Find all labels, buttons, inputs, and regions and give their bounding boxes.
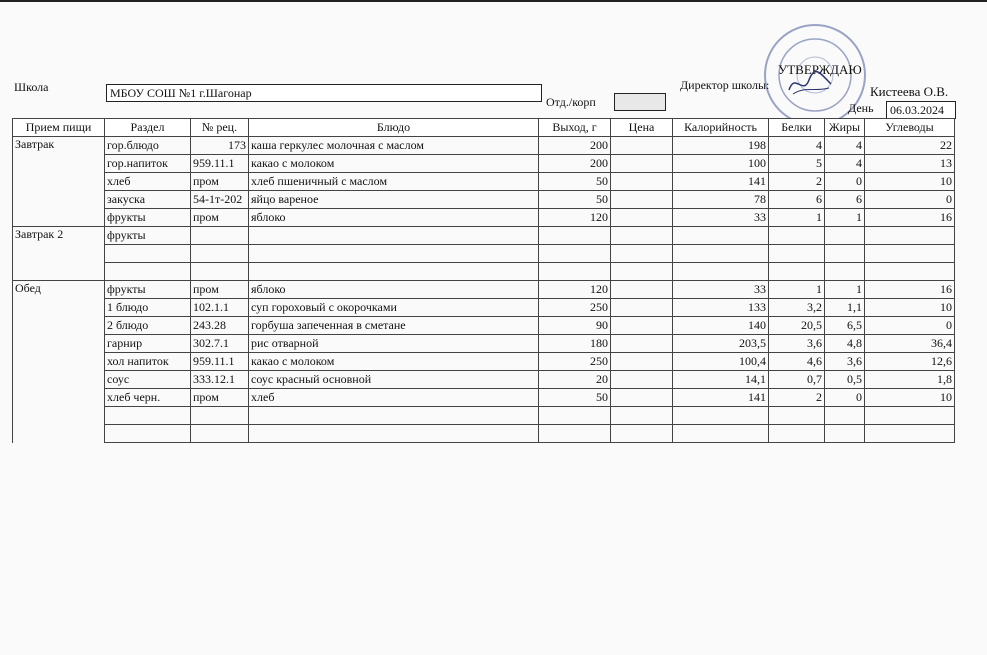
table-row	[13, 191, 955, 209]
cell-kcal	[673, 227, 769, 245]
cell-kcal	[673, 425, 769, 443]
cell-kcal	[673, 245, 769, 263]
cell-dish	[249, 227, 539, 245]
cell-dish: хлеб пшеничный с маслом	[249, 173, 539, 191]
cell-meal	[13, 209, 105, 227]
table-row	[13, 263, 955, 281]
col-header-carbs: Углеводы	[865, 119, 955, 137]
dept-label: Отд./корп	[546, 95, 596, 109]
cell-protein	[769, 407, 825, 425]
cell-price	[611, 425, 673, 443]
cell-output: 120	[539, 209, 611, 227]
cell-meal	[13, 407, 105, 425]
cell-price	[611, 335, 673, 353]
col-header-output: Выход, г	[539, 119, 611, 137]
cell-section	[105, 263, 191, 281]
cell-meal: Завтрак 2	[13, 227, 105, 245]
cell-recipe	[191, 263, 249, 281]
cell-protein: 0,7	[769, 371, 825, 389]
cell-kcal: 141	[673, 389, 769, 407]
col-header-protein: Белки	[769, 119, 825, 137]
cell-meal	[13, 191, 105, 209]
cell-recipe	[191, 245, 249, 263]
cell-section: хол напиток	[105, 353, 191, 371]
cell-kcal: 141	[673, 173, 769, 191]
cell-section: фрукты	[105, 209, 191, 227]
cell-protein: 2	[769, 389, 825, 407]
cell-output: 50	[539, 191, 611, 209]
col-header-kcal: Калорийность	[673, 119, 769, 137]
cell-recipe: 54-1т-202	[191, 191, 249, 209]
cell-protein: 20,5	[769, 317, 825, 335]
cell-carbs: 22	[865, 137, 955, 155]
cell-section	[105, 425, 191, 443]
cell-fat	[825, 227, 865, 245]
cell-section: гор.напиток	[105, 155, 191, 173]
table-row	[13, 245, 955, 263]
cell-meal: Завтрак	[13, 137, 105, 155]
cell-output: 90	[539, 317, 611, 335]
cell-price	[611, 245, 673, 263]
cell-protein	[769, 425, 825, 443]
cell-fat: 4	[825, 155, 865, 173]
menu-table	[12, 118, 955, 443]
cell-section: 2 блюдо	[105, 317, 191, 335]
table-row	[13, 155, 955, 173]
cell-section: закуска	[105, 191, 191, 209]
cell-section: гарнир	[105, 335, 191, 353]
cell-meal	[13, 263, 105, 281]
cell-kcal	[673, 407, 769, 425]
cell-output: 50	[539, 389, 611, 407]
cell-fat: 1,1	[825, 299, 865, 317]
cell-carbs: 0	[865, 191, 955, 209]
cell-dish: какао с молоком	[249, 353, 539, 371]
cell-meal	[13, 425, 105, 443]
cell-section: фрукты	[105, 281, 191, 299]
cell-section	[105, 407, 191, 425]
cell-protein: 3,2	[769, 299, 825, 317]
cell-output	[539, 425, 611, 443]
cell-dish: какао с молоком	[249, 155, 539, 173]
cell-protein: 3,6	[769, 335, 825, 353]
cell-kcal: 100	[673, 155, 769, 173]
director-label: Директор школы:	[680, 78, 770, 92]
cell-recipe: 302.7.1	[191, 335, 249, 353]
cell-section: соус	[105, 371, 191, 389]
cell-protein: 4	[769, 137, 825, 155]
cell-fat: 6	[825, 191, 865, 209]
cell-kcal	[673, 263, 769, 281]
cell-protein: 1	[769, 209, 825, 227]
cell-price	[611, 263, 673, 281]
cell-dish: горбуша запеченная в сметане	[249, 317, 539, 335]
cell-dish	[249, 263, 539, 281]
cell-fat: 1	[825, 209, 865, 227]
cell-meal	[13, 245, 105, 263]
cell-fat: 4,8	[825, 335, 865, 353]
cell-protein: 5	[769, 155, 825, 173]
cell-recipe: 243.28	[191, 317, 249, 335]
cell-price	[611, 389, 673, 407]
cell-carbs	[865, 227, 955, 245]
cell-dish: рис отварной	[249, 335, 539, 353]
cell-output: 120	[539, 281, 611, 299]
cell-dish: яблоко	[249, 209, 539, 227]
cell-meal	[13, 335, 105, 353]
cell-kcal: 100,4	[673, 353, 769, 371]
cell-dish	[249, 407, 539, 425]
cell-output	[539, 407, 611, 425]
table-row	[13, 281, 955, 299]
cell-recipe: пром	[191, 389, 249, 407]
cell-price	[611, 353, 673, 371]
school-label: Школа	[14, 80, 49, 94]
table-row	[13, 317, 955, 335]
cell-protein	[769, 263, 825, 281]
table-row	[13, 299, 955, 317]
cell-meal	[13, 371, 105, 389]
table-row	[13, 335, 955, 353]
cell-section	[105, 245, 191, 263]
cell-section: хлеб	[105, 173, 191, 191]
cell-carbs	[865, 263, 955, 281]
cell-kcal: 78	[673, 191, 769, 209]
cell-kcal: 33	[673, 209, 769, 227]
cell-recipe	[191, 227, 249, 245]
day-label: День	[848, 101, 874, 115]
cell-dish	[249, 425, 539, 443]
cell-output: 200	[539, 155, 611, 173]
cell-recipe: 333.12.1	[191, 371, 249, 389]
cell-price	[611, 155, 673, 173]
cell-fat: 3,6	[825, 353, 865, 371]
table-row	[13, 137, 955, 155]
col-header-dish: Блюдо	[249, 119, 539, 137]
cell-fat: 1	[825, 281, 865, 299]
cell-meal: Обед	[13, 281, 105, 299]
cell-fat: 6,5	[825, 317, 865, 335]
cell-dish: суп гороховый с окорочками	[249, 299, 539, 317]
cell-carbs: 16	[865, 281, 955, 299]
cell-fat: 0,5	[825, 371, 865, 389]
cell-recipe: пром	[191, 281, 249, 299]
cell-carbs: 36,4	[865, 335, 955, 353]
cell-protein	[769, 245, 825, 263]
table-row	[13, 371, 955, 389]
cell-kcal: 14,1	[673, 371, 769, 389]
table-row	[13, 389, 955, 407]
cell-recipe	[191, 425, 249, 443]
cell-output: 20	[539, 371, 611, 389]
cell-price	[611, 299, 673, 317]
cell-fat: 0	[825, 389, 865, 407]
top-border-line	[0, 0, 987, 2]
cell-fat: 4	[825, 137, 865, 155]
cell-carbs	[865, 407, 955, 425]
cell-fat	[825, 425, 865, 443]
director-name: Кистеева О.В.	[870, 84, 949, 99]
cell-protein: 6	[769, 191, 825, 209]
cell-meal	[13, 317, 105, 335]
cell-carbs: 0	[865, 317, 955, 335]
cell-recipe: 959.11.1	[191, 353, 249, 371]
cell-carbs: 10	[865, 389, 955, 407]
cell-price	[611, 407, 673, 425]
table-row	[13, 353, 955, 371]
cell-kcal: 33	[673, 281, 769, 299]
cell-section: гор.блюдо	[105, 137, 191, 155]
cell-fat	[825, 407, 865, 425]
cell-recipe: 173	[191, 137, 249, 155]
cell-output: 200	[539, 137, 611, 155]
cell-dish: соус красный основной	[249, 371, 539, 389]
cell-dish	[249, 245, 539, 263]
col-header-section: Раздел	[105, 119, 191, 137]
cell-price	[611, 281, 673, 299]
cell-price	[611, 137, 673, 155]
cell-carbs	[865, 425, 955, 443]
cell-kcal: 133	[673, 299, 769, 317]
cell-output: 180	[539, 335, 611, 353]
cell-recipe: 102.1.1	[191, 299, 249, 317]
cell-protein: 2	[769, 173, 825, 191]
cell-carbs: 16	[865, 209, 955, 227]
dept-field[interactable]	[614, 93, 666, 111]
cell-carbs: 13	[865, 155, 955, 173]
cell-price	[611, 173, 673, 191]
cell-dish: яйцо вареное	[249, 191, 539, 209]
cell-kcal: 198	[673, 137, 769, 155]
cell-price	[611, 191, 673, 209]
cell-carbs: 1,8	[865, 371, 955, 389]
cell-section: фрукты	[105, 227, 191, 245]
cell-section: 1 блюдо	[105, 299, 191, 317]
cell-recipe	[191, 407, 249, 425]
table-row	[13, 209, 955, 227]
table-row	[13, 407, 955, 425]
cell-price	[611, 371, 673, 389]
cell-protein: 4,6	[769, 353, 825, 371]
cell-carbs: 10	[865, 299, 955, 317]
cell-carbs	[865, 245, 955, 263]
cell-price	[611, 317, 673, 335]
cell-carbs: 12,6	[865, 353, 955, 371]
cell-fat	[825, 263, 865, 281]
school-field[interactable]: МБОУ СОШ №1 г.Шагонар	[106, 84, 542, 102]
cell-price	[611, 227, 673, 245]
cell-meal	[13, 389, 105, 407]
cell-output	[539, 245, 611, 263]
cell-protein	[769, 227, 825, 245]
table-row	[13, 425, 955, 443]
cell-fat: 0	[825, 173, 865, 191]
cell-meal	[13, 173, 105, 191]
col-header-recipe: № рец.	[191, 119, 249, 137]
table-header-row	[13, 119, 955, 137]
cell-protein: 1	[769, 281, 825, 299]
day-field[interactable]: 06.03.2024	[886, 101, 956, 119]
cell-kcal: 203,5	[673, 335, 769, 353]
cell-recipe: 959.11.1	[191, 155, 249, 173]
cell-dish: яблоко	[249, 281, 539, 299]
cell-dish: каша геркулес молочная с маслом	[249, 137, 539, 155]
col-header-fat: Жиры	[825, 119, 865, 137]
cell-output: 50	[539, 173, 611, 191]
col-header-price: Цена	[611, 119, 673, 137]
cell-recipe: пром	[191, 209, 249, 227]
cell-meal	[13, 353, 105, 371]
cell-fat	[825, 245, 865, 263]
approval-label: УТВЕРЖДАЮ	[778, 62, 862, 77]
cell-kcal: 140	[673, 317, 769, 335]
cell-recipe: пром	[191, 173, 249, 191]
cell-dish: хлеб	[249, 389, 539, 407]
cell-meal	[13, 299, 105, 317]
col-header-meal: Прием пищи	[13, 119, 105, 137]
cell-meal	[13, 155, 105, 173]
director-signature-icon	[785, 70, 835, 98]
cell-output: 250	[539, 299, 611, 317]
cell-output	[539, 263, 611, 281]
cell-output: 250	[539, 353, 611, 371]
cell-section: хлеб черн.	[105, 389, 191, 407]
cell-output	[539, 227, 611, 245]
table-row	[13, 227, 955, 245]
table-row	[13, 173, 955, 191]
cell-carbs: 10	[865, 173, 955, 191]
cell-price	[611, 209, 673, 227]
